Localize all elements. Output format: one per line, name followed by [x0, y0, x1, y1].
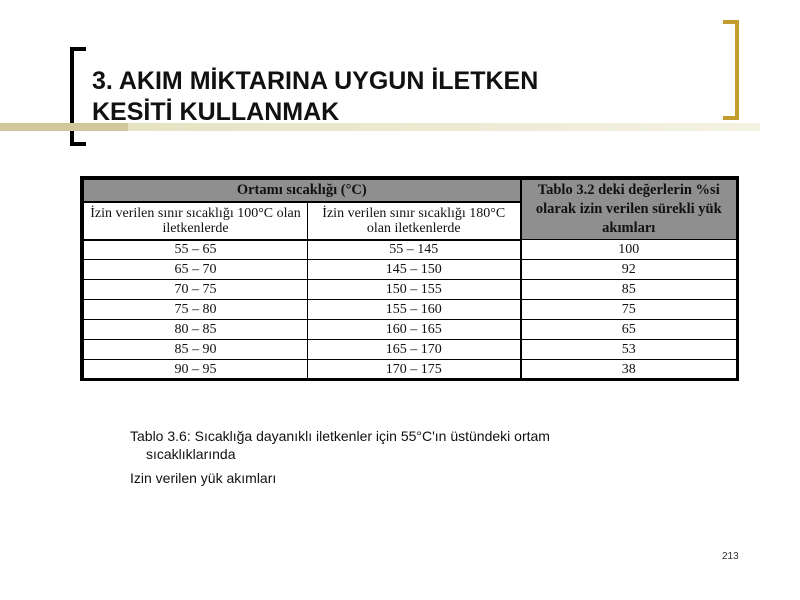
table-row	[84, 360, 737, 380]
table-row	[84, 280, 737, 300]
table-cell: 90 – 95	[84, 360, 308, 380]
table-cell: 170 – 175	[308, 360, 521, 380]
table-cell: 165 – 170	[308, 340, 521, 360]
table-cell: 75	[521, 300, 737, 320]
table-cell: 92	[521, 260, 737, 280]
table-cell: 65 – 70	[84, 260, 308, 280]
table-row	[84, 340, 737, 360]
slide-title	[92, 66, 652, 128]
caption-line1: Tablo 3.6: Sıcaklığa dayanıklı iletkenler için 55°C'ın üstündeki ortam	[130, 428, 550, 444]
table-cell: 85 – 90	[84, 340, 308, 360]
right-bracket-decoration	[723, 20, 739, 120]
table-cell: 55 – 145	[308, 240, 521, 260]
table-cell: 155 – 160	[308, 300, 521, 320]
current-table	[80, 176, 739, 381]
table-cell: 70 – 75	[84, 280, 308, 300]
load-current-percent-header: Tablo 3.2 deki değerlerin %si olarak izin verilen sürekli yük akımları	[521, 180, 737, 240]
table-cell: 150 – 155	[308, 280, 521, 300]
table-row	[84, 260, 737, 280]
ambient-temperature-header: Ortamı sıcaklığı (°C)	[84, 180, 521, 202]
left-bracket-decoration	[70, 47, 86, 146]
table-cell: 55 – 65	[84, 240, 308, 260]
table-cell: 65	[521, 320, 737, 340]
table-cell: 145 – 150	[308, 260, 521, 280]
slide-title-line1: 3. AKIM MİKTARINA UYGUN İLETKEN	[92, 67, 539, 95]
table-row	[84, 320, 737, 340]
table-row	[84, 240, 737, 260]
table-cell: 85	[521, 280, 737, 300]
col-180c-header: İzin verilen sınır sıcaklığı 180°C olan iletkenlerde	[308, 202, 521, 240]
table-cell: 75 – 80	[84, 300, 308, 320]
slide-title-line2: KESİTİ KULLANMAK	[92, 98, 340, 126]
table-row	[84, 300, 737, 320]
caption-line3: Izin verilen yük akımları	[130, 470, 277, 486]
table-cell: 38	[521, 360, 737, 380]
col-100c-header: İzin verilen sınır sıcaklığı 100°C olan iletkenlerde	[84, 202, 308, 240]
table-cell: 100	[521, 240, 737, 260]
table-cell: 160 – 165	[308, 320, 521, 340]
table-cell: 80 – 85	[84, 320, 308, 340]
table-body	[84, 240, 737, 380]
table-caption	[130, 427, 690, 487]
page-number: 213	[722, 551, 739, 562]
table-cell: 53	[521, 340, 737, 360]
caption-line2: sıcaklıklarında	[146, 446, 236, 462]
